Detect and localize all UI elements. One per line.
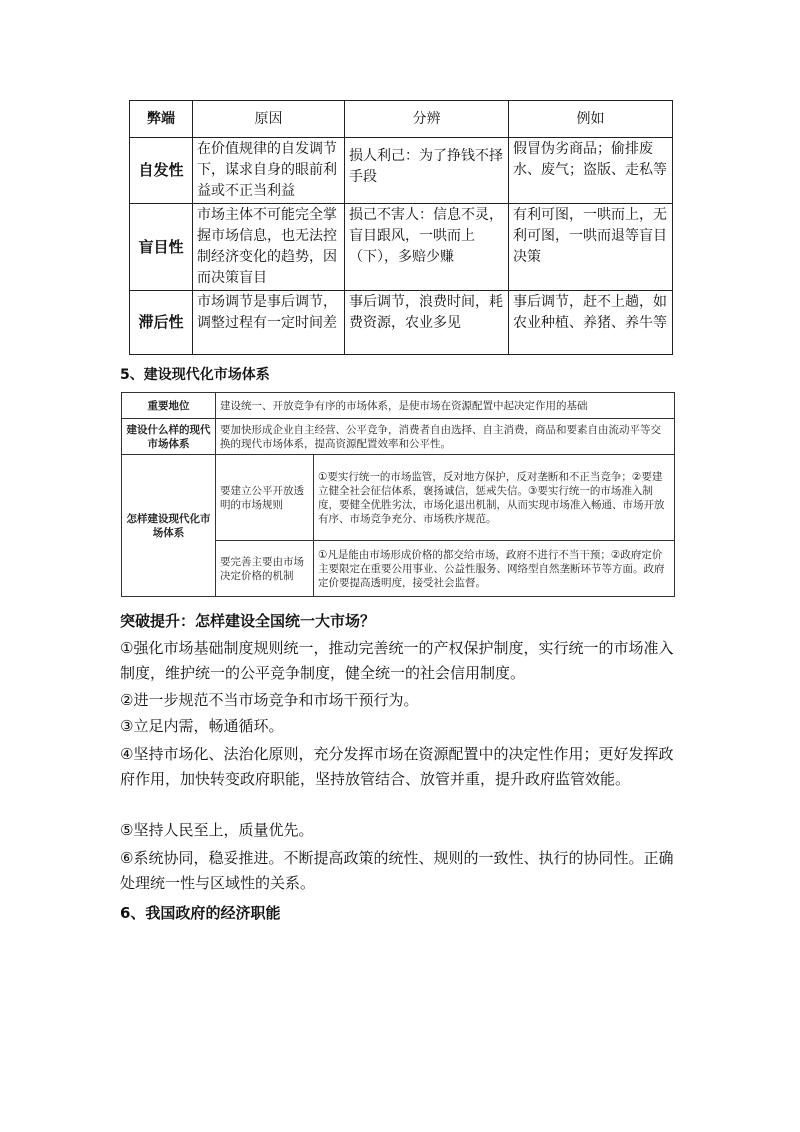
breakthrough-item-3: ③立足内需，畅通循环。 bbox=[120, 717, 284, 735]
breakthrough-item-6: ⑥系统协同，稳妥推进。不断提高政策的统性、规则的一致性、执行的协同性。正确处理统一性与区域性的关系。 bbox=[120, 849, 674, 892]
section-6-heading: 6、我国政府的经济职能 bbox=[120, 904, 281, 922]
table-header-row bbox=[130, 101, 673, 138]
row-head-importance: 重要地位 bbox=[122, 393, 216, 419]
section-5-heading: 5、建设现代化市场体系 bbox=[120, 367, 270, 383]
row-reason: 市场调节是事后调节，调整过程有一定时间差 bbox=[193, 291, 345, 355]
row-example: 有利可图，一哄而上，无利可图，一哄而退等盲目决策 bbox=[509, 204, 673, 291]
sub-head-pricing: 要完善主要由市场决定价格的机制 bbox=[216, 541, 314, 597]
sub-body-pricing: ①凡是能由市场形成价格的都交给市场，政府不进行不当干预；②政府定价主要限定在重要公用事业、公益性服务、网络型自然垄断环节等方面。政府定价要提高透明度，接受社会监督。 bbox=[314, 541, 675, 597]
row-head-what: 建设什么样的现代市场体系 bbox=[122, 419, 216, 455]
row-name: 自发性 bbox=[130, 138, 193, 204]
table-row bbox=[130, 204, 673, 291]
row-reason: 市场主体不可能完全掌握市场信息，也无法控制经济变化的趋势，因而决策盲目 bbox=[193, 204, 345, 291]
row-name: 滞后性 bbox=[130, 291, 193, 355]
breakthrough-item-1: ①强化市场基础制度规则统一，推动完善统一的产权保护制度，实行统一的市场准入制度，维护统一的公平竞争制度，健全统一的社会信用制度。 bbox=[120, 639, 674, 682]
table-row bbox=[122, 455, 675, 541]
breakthrough-item-4: ④坚持市场化、法治化原则，充分发挥市场在资源配置中的决定性作用；更好发挥政府作用，加快转变政府职能，坚持放管结合、放管并重，提升政府监管效能。 bbox=[120, 745, 674, 788]
table-row bbox=[122, 393, 675, 419]
table-row bbox=[122, 419, 675, 455]
row-example: 假冒伪劣商品；偷排废水、废气；盗版、走私等 bbox=[509, 138, 673, 204]
row-distinguish: 事后调节，浪费时间，耗费资源，农业多见 bbox=[345, 291, 509, 355]
row-body-importance: 建设统一、开放竞争有序的市场体系，是使市场在资源配置中起决定作用的基础 bbox=[216, 393, 675, 419]
table-row bbox=[130, 291, 673, 355]
table-row bbox=[130, 138, 673, 204]
row-reason: 在价值规律的自发调节下，谋求自身的眼前利益或不正当利益 bbox=[193, 138, 345, 204]
row-example: 事后调节，赶不上趟，如农业种植、养猪、养牛等 bbox=[509, 291, 673, 355]
sub-head-rules: 要建立公平开放透明的市场规则 bbox=[216, 455, 314, 541]
breakthrough-title: 突破提升：怎样建设全国统一大市场？ bbox=[120, 612, 376, 630]
header-example: 例如 bbox=[509, 101, 673, 138]
header-drawback: 弊端 bbox=[130, 101, 193, 138]
breakthrough-item-2: ②进一步规范不当市场竞争和市场干预行为。 bbox=[120, 691, 419, 709]
row-name: 盲目性 bbox=[130, 204, 193, 291]
sub-body-rules: ①要实行统一的市场监管，反对地方保护，反对垄断和不正当竞争；②要建立健全社会征信体系，褒扬诚信，惩戒失信。③要实行统一的市场准入制度，要健全优胜劣汰，市场化退出机制，从而实现市场准入畅通、市场开放有序、市场竞争充分、市场秩序规范。 bbox=[314, 455, 675, 541]
breakthrough-item-5: ⑤坚持人民至上，质量优先。 bbox=[120, 821, 314, 839]
row-distinguish: 损己不害人：信息不灵，盲目跟风，一哄而上（下），多赔少赚 bbox=[345, 204, 509, 291]
header-reason: 原因 bbox=[193, 101, 345, 138]
row-head-how: 怎样建设现代化市场体系 bbox=[122, 455, 216, 597]
market-system-table bbox=[121, 392, 675, 597]
row-distinguish: 损人利己：为了挣钱不择手段 bbox=[345, 138, 509, 204]
header-distinguish: 分辨 bbox=[345, 101, 509, 138]
row-body-what: 要加快形成企业自主经营、公平竞争，消费者自由选择、自主消费，商品和要素自由流动平等交换的现代市场体系，提高资源配置效率和公平性。 bbox=[216, 419, 675, 455]
drawbacks-table bbox=[129, 100, 673, 355]
